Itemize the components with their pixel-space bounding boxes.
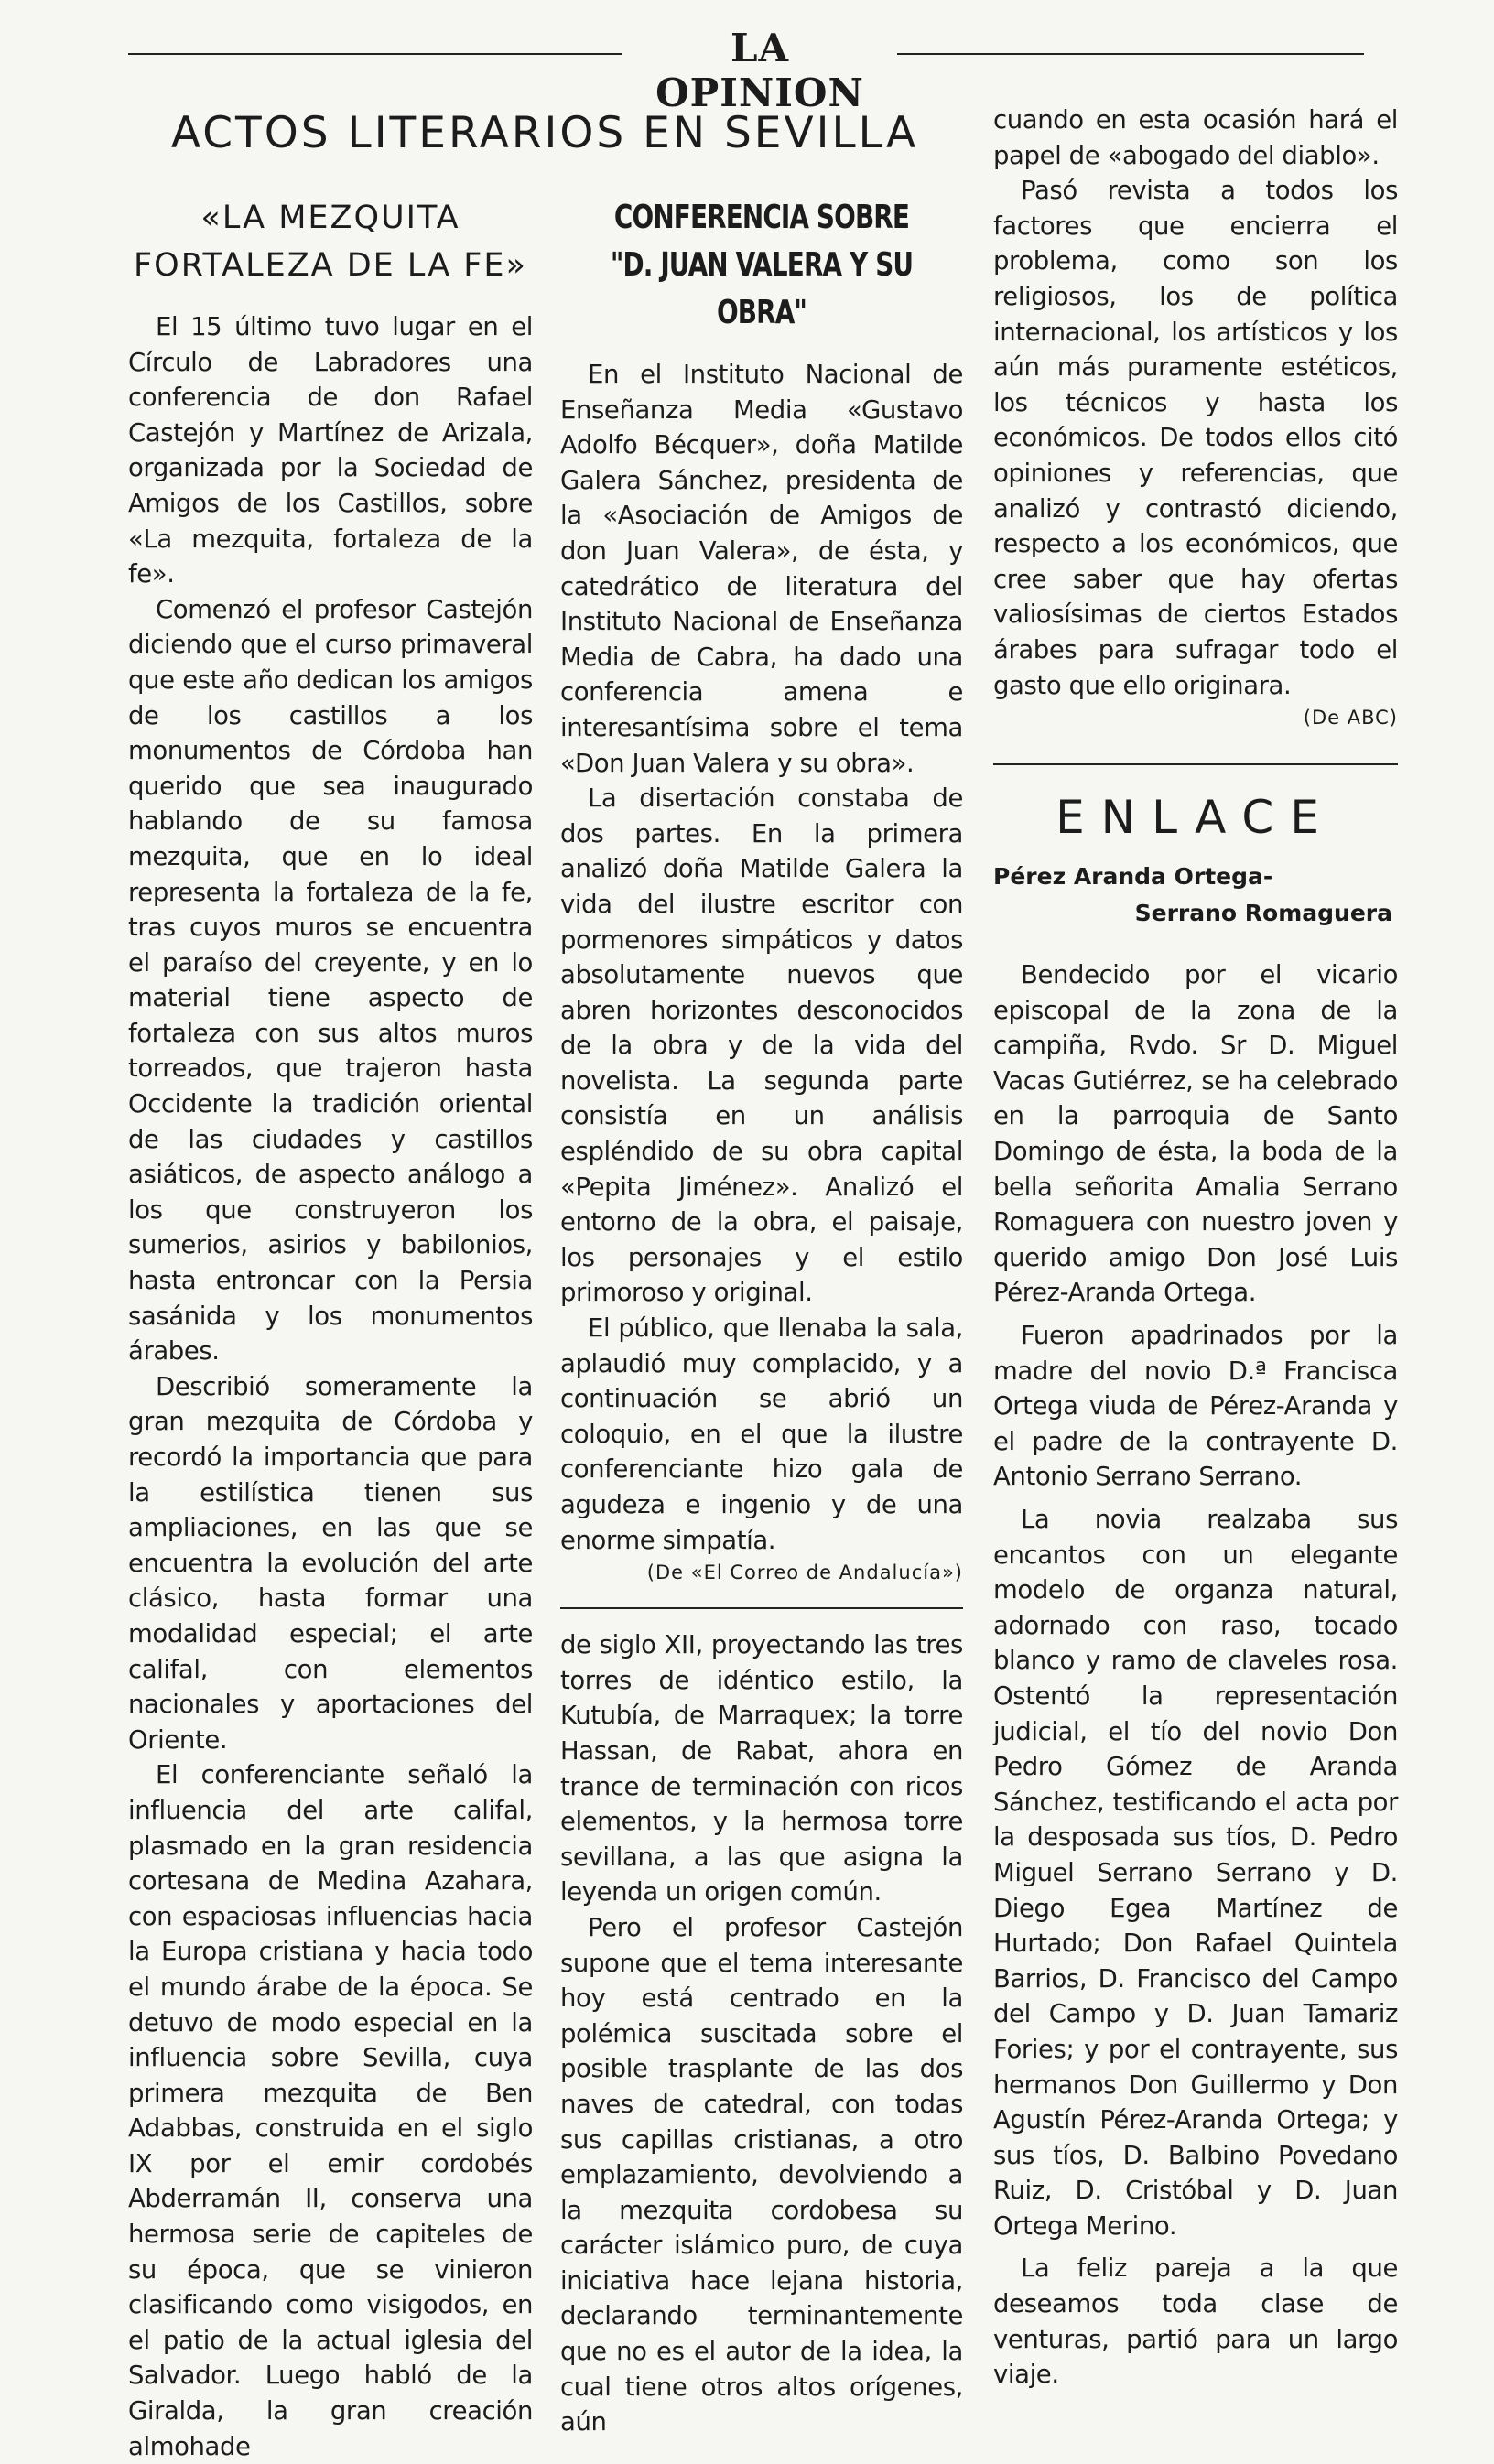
article1-paragraph: Comenzó el profesor Castejón diciendo que el curso primaveral que este año dedican los amigos de los castillos a los monumentos de Córdoba han querido que sea inaugurado hablando de su famosa mezquita, que en lo ideal representa la fortaleza de la fe, tras cuyos muros se encuentra el paraíso del creyente, y en lo material tiene aspecto de fortaleza con sus altos muros torreados, que trajeron hasta Occidente la tradición oriental de las ciudades y castillos asiáticos, de aspecto análogo a los que construyeron los sumerios, asirios y babilonios, hasta entroncar con la Persia sasánida y los monumentos árabes. <box>128 594 533 1367</box>
article1-headline-line2: FORTALEZA DE LA FE» <box>134 247 527 284</box>
article2-paragraph: En el Instituto Nacional de Enseñanza Media «Gustavo Adolfo Bécquer», doña Matilde Galera Sánchez, presidenta de la «Asociación de Amigos de don Juan Valera», de ésta, y catedrático de literatura del Instituto Nacional de Enseñanza Media de Cabra, ha dado una conferencia amena e interesantísima sobre el tema «Don Juan Valera y su obra». <box>560 360 963 778</box>
article1-headline <box>128 194 533 289</box>
article2-paragraph: La disertación constaba de dos partes. En la primera analizó doña Matilde Galera la vida del ilustre escritor con pormenores simpáticos y datos absolutamente nuevos que abren horizontes desconocidos de la obra y de la vida del novelista. La segunda parte consistía en un análisis espléndido de su obra capital «Pepita Jiménez». Analizó el entorno de la obra, el paisaje, los personajes y el estilo primoroso y original. <box>560 784 963 1308</box>
masthead-rule-right <box>897 53 1364 55</box>
paragraph-gap <box>993 1311 1398 1318</box>
article1-continuation: Pero el profesor Castejón supone que el tema interesante hoy está centrado en la polémica suscitada sobre el posible trasplante de las dos naves de catedral, con todas sus capillas cristianas, a otro emplazamiento, devolviendo a la mezquita cordobesa su carácter islámico puro, de cuya iniciativa hace lejana historia, declarando terminantemente que no es el autor de la idea, la cual tiene otros altos orígenes, aún <box>560 1912 963 2437</box>
enlace-name-line2: Serrano Romaguera <box>1134 900 1392 927</box>
article1-paragraph: Describió someramente la gran mezquita de Córdoba y recordó la importancia que para la estilística tienen sus ampliaciones, en las que se encuentra la evolución del arte clásico, hasta formar una modalidad especial; el arte califal, con elementos nacionales y aportaciones del Oriente. <box>128 1371 533 1755</box>
article2-headline <box>589 194 935 337</box>
article1-continuation: de siglo XII, proyectando las tres torres de idéntico estilo, la Kutubía, de Marraquex; la torre Hassan, de Rabat, ahora en trance de terminación con ricos elementos, y la hermosa torre sevillana, a las que asigna la leyenda un origen común. <box>560 1630 963 1907</box>
enlace-paragraph: La novia realzaba sus encantos con un elegante modelo de organza natural, adornado con raso, tocado blanco y ramo de claveles rosa. Ostentó la representación judicial, el tío del novio Don Pedro Gómez de Aranda Sánchez, testificando el acta por la desposada sus tíos, D. Pedro Miguel Serrano Serrano y D. Diego Egea Martínez de Hurtado; Don Rafael Quintela Barrios, D. Francisco del Campo del Campo y D. Juan Tamariz Fories; y por el contrayente, sus hermanos Don Guillermo y Don Agustín Pérez-Aranda Ortega; y sus tíos, D. Balbino Povedano Ruiz, D. Cristóbal y D. Juan Ortega Merino. <box>993 1505 1398 2241</box>
enlace-paragraph: La feliz pareja a la que deseamos toda clase de venturas, partió para un largo viaje. <box>993 2253 1398 2390</box>
enlace-paragraph: Bendecido por el vicario episcopal de la zona de la campiña, Rvdo. Sr D. Miguel Vacas Gutiérrez, se ha celebrado en la parroquia de Santo Domingo de ésta, la boda de la bella señorita Amalia Serrano Romaguera con nuestro joven y querido amigo Don José Luis Pérez-Aranda Ortega. <box>993 960 1398 1308</box>
article2-source: (De «El Correo de Andalucía») <box>646 1562 963 1584</box>
article1-paragraph: El 15 último tuvo lugar en el Círculo de Labradores una conferencia de don Rafael Castejón y Martínez de Arizala, organizada por la Sociedad de Amigos de los Castillos, sobre «La mezquita, fortaleza de la fe». <box>128 312 533 589</box>
article1-paragraph: El conferenciante señaló la influencia del arte califal, plasmado en la gran residencia cortesana de Medina Azahara, con espaciosas influencias hacia la Europa cristiana y hacia todo el mundo árabe de la época. Se detuvo de modo especial en la influencia sobre Sevilla, cuya primera mezquita de Ben Adabbas, construida en el siglo IX por el emir cordobés Abderramán II, conserva una hermosa serie de capiteles de su época, que se vinieron clasificando como visigodos, en el patio de la actual iglesia del Salvador. Luego habló de la Giralda, la gran creación almohade <box>128 1760 533 2461</box>
enlace-name-line1: Pérez Aranda Ortega- <box>993 863 1273 891</box>
article2-headline-line2: "D. JUAN VALERA Y SU OBRA" <box>610 246 914 331</box>
column-3 <box>993 103 1398 2393</box>
newspaper-name: LA OPINION <box>655 26 864 115</box>
article1-continuation: cuando en esta ocasión hará el papel de «abogado del diablo». <box>993 105 1398 170</box>
paragraph-gap <box>993 2243 1398 2251</box>
paragraph-gap <box>993 1495 1398 1502</box>
article1-continuation: Pasó revista a todos los factores que encierra el problema, como son los religiosos, los de política internacional, los artísticos y los aún más puramente estéticos, los técnicos y hasta los económicos. De todos ellos citó opiniones y referencias, que analizó y contrastó diciendo, respecto a los económicos, que cree saber que hay ofertas valiosísimas de ciertos Estados árabes para sufragar todo el gasto que ello originara. <box>993 176 1398 700</box>
enlace-paragraph: Fueron apadrinados por la madre del novio D.ª Francisca Ortega viuda de Pérez-Aranda y el padre de la contrayente D. Antonio Serrano Serrano. <box>993 1321 1398 1492</box>
article1-source: (De ABC) <box>1303 707 1398 729</box>
enlace-title: ENLACE <box>1056 791 1336 845</box>
masthead <box>128 26 1364 115</box>
masthead-rule-left <box>128 53 622 55</box>
enlace-divider <box>993 763 1398 765</box>
enlace-names <box>993 859 1398 932</box>
column-divider <box>560 1607 963 1609</box>
column-2 <box>560 183 963 2440</box>
section-title: ACTOS LITERARIOS EN SEVILLA <box>170 108 919 158</box>
article2-paragraph: El público, que llenaba la sala, aplaudió muy complacido, y a continuación se abrió un coloquio, en el que la ilustre conferenciante hizo gala de agudeza e ingenio y de una enorme simpatía. <box>560 1313 963 1555</box>
column-1 <box>128 183 533 2464</box>
article2-headline-line1: CONFERENCIA SOBRE <box>613 199 910 236</box>
article1-headline-line1: «LA MEZQUITA <box>200 200 460 236</box>
